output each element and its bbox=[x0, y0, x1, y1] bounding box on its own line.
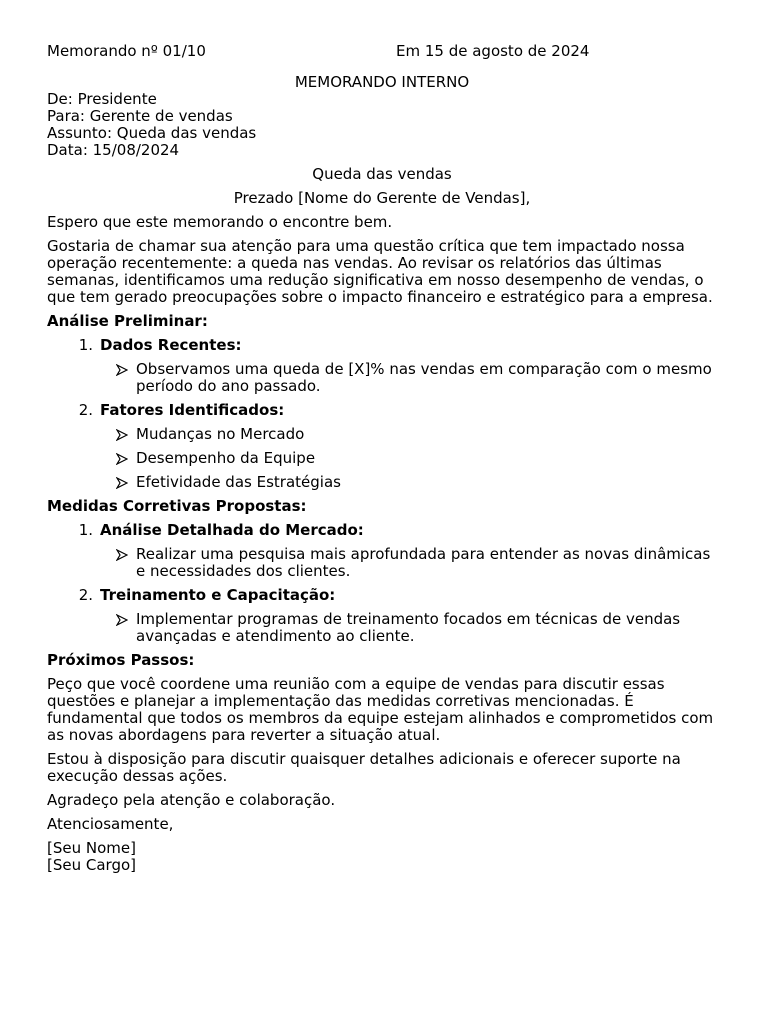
bullet-item bbox=[47, 474, 717, 491]
salutation: Prezado [Nome do Gerente de Vendas], bbox=[233, 189, 531, 207]
list-number: 2. bbox=[78, 586, 93, 604]
signature-name: [Seu Nome] bbox=[47, 839, 136, 857]
memo-number: Memorando nº 01/10 bbox=[47, 42, 206, 60]
subject-title: Queda das vendas bbox=[312, 165, 452, 183]
bullet-text: Desempenho da Equipe bbox=[136, 449, 316, 467]
meta-date: Data: 15/08/2024 bbox=[47, 141, 180, 159]
bullet-item bbox=[47, 611, 717, 645]
memo-document bbox=[47, 41, 717, 874]
bullet-text: Implementar programas de treinamento focados em técnicas de vendas avançadas e atendimento ao cliente. bbox=[136, 610, 681, 645]
meta-from: De: Presidente bbox=[47, 90, 157, 108]
bullet-item bbox=[47, 546, 717, 580]
section-heading-next-steps: Próximos Passos: bbox=[47, 651, 195, 669]
bullet-text: Observamos uma queda de [X]% nas vendas em comparação com o mesmo período do ano passado. bbox=[136, 360, 712, 395]
list-item-label: Análise Detalhada do Mercado: bbox=[100, 521, 364, 539]
signature-block bbox=[47, 840, 717, 874]
measures-list bbox=[47, 522, 717, 645]
list-item-label: Treinamento e Capacitação: bbox=[100, 586, 336, 604]
list-number: 2. bbox=[78, 401, 93, 419]
arrow-bullet-icon bbox=[116, 361, 136, 395]
bullet-list bbox=[47, 426, 717, 491]
arrow-bullet-icon bbox=[116, 426, 136, 443]
body-paragraph: Estou à disposição para discutir quaisquer detalhes adicionais e oferecer suporte na execução dessas ações. bbox=[47, 750, 681, 785]
list-item-label: Fatores Identificados: bbox=[100, 401, 285, 419]
bullet-text: Realizar uma pesquisa mais aprofundada para entender as novas dinâmicas e necessidades dos clientes. bbox=[136, 545, 711, 580]
memo-date: Em 15 de agosto de 2024 bbox=[396, 42, 590, 60]
list-item bbox=[47, 522, 717, 580]
body-paragraph: Peço que você coordene uma reunião com a equipe de vendas para discutir essas questões e planejar a implementação das medidas corretivas mencionadas. É fundamental que todos os membros da equipe estejam alinhados e comprometidos com as novas abordagens para reverter a situação atual. bbox=[47, 675, 714, 744]
bullet-text: Mudanças no Mercado bbox=[136, 425, 305, 443]
analysis-list bbox=[47, 337, 717, 491]
list-number: 1. bbox=[78, 336, 93, 354]
closing: Atenciosamente, bbox=[47, 815, 174, 833]
bullet-item bbox=[47, 361, 717, 395]
bullet-list bbox=[47, 611, 717, 645]
meta-subject: Assunto: Queda das vendas bbox=[47, 124, 257, 142]
bullet-item bbox=[47, 450, 717, 467]
list-number: 1. bbox=[78, 521, 93, 539]
list-item-label: Dados Recentes: bbox=[100, 336, 242, 354]
intro-paragraph: Espero que este memorando o encontre bem. bbox=[47, 213, 393, 231]
bullet-text: Efetividade das Estratégias bbox=[136, 473, 341, 491]
meta-to: Para: Gerente de vendas bbox=[47, 107, 233, 125]
arrow-bullet-icon bbox=[116, 546, 136, 580]
section-heading-measures: Medidas Corretivas Propostas: bbox=[47, 497, 307, 515]
arrow-bullet-icon bbox=[116, 474, 136, 491]
signature-role: [Seu Cargo] bbox=[47, 856, 136, 874]
section-heading-analysis: Análise Preliminar: bbox=[47, 312, 208, 330]
bullet-list bbox=[47, 546, 717, 580]
list-item bbox=[47, 337, 717, 395]
list-item bbox=[47, 402, 717, 491]
list-item bbox=[47, 587, 717, 645]
arrow-bullet-icon bbox=[116, 450, 136, 467]
bullet-item bbox=[47, 426, 717, 443]
memo-meta bbox=[47, 91, 717, 159]
arrow-bullet-icon bbox=[116, 611, 136, 645]
body-paragraph: Agradeço pela atenção e colaboração. bbox=[47, 791, 336, 809]
memo-header bbox=[47, 41, 717, 61]
intro-paragraph: Gostaria de chamar sua atenção para uma questão crítica que tem impactado nossa operação recentemente: a queda nas vendas. Ao revisar os relatórios das últimas semanas, identificamos uma redução significativa em nosso desempenho de vendas, o que tem gerado preocupações sobre o impacto financeiro e estratégico para a empresa. bbox=[47, 237, 713, 306]
bullet-list bbox=[47, 361, 717, 395]
memo-title: MEMORANDO INTERNO bbox=[294, 73, 470, 91]
